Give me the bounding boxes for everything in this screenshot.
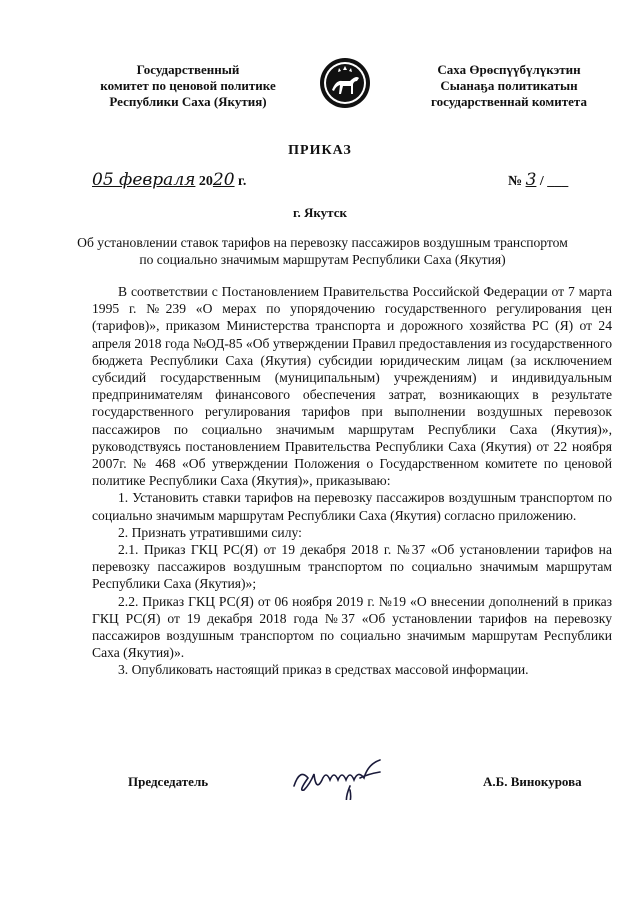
body-item-2-2: 2.2. Приказ ГКЦ РС(Я) от 06 ноября 2019 г. №19 «О внесении дополнений в приказ ГКЦ РС(Я) от 19 декабря 2018 года №37 «Об установлении тарифов на перевозку пассажиров воздушным транспортом по социально значимым маршрутам Республики Саха (Якутия)». bbox=[92, 593, 612, 661]
body-item-2: 2. Признать утратившими силу: bbox=[118, 524, 302, 540]
date-year-prefix: 20 bbox=[198, 174, 213, 189]
header-left-line: комитет по ценовой политике bbox=[100, 78, 276, 93]
body-item-1: 1. Установить ставки тарифов на перевозку пассажиров воздушным транспортом по социально значимым маршрутам Республики Саха (Якутия) согласно приложению. bbox=[92, 490, 612, 523]
number-prefix: № bbox=[508, 174, 523, 189]
document-number bbox=[508, 170, 568, 190]
document-title: ПРИКАЗ bbox=[288, 143, 352, 158]
header-left bbox=[88, 62, 288, 110]
number-suffix: / ___ bbox=[539, 174, 569, 189]
header-right-line: Сыанаҕа политикатын bbox=[440, 78, 578, 93]
signature-name: А.Б. Винокурова bbox=[483, 774, 582, 789]
document-body bbox=[92, 283, 612, 679]
handwritten-signature-icon bbox=[288, 752, 406, 800]
date-handwritten: 05 февраля bbox=[92, 170, 196, 190]
body-item-2-1: 2.1. Приказ ГКЦ РС(Я) от 19 декабря 2018 г. №37 «Об установлении тарифов на перевозку пассажиров воздушным транспортом по социально значимым маршрутам Республики Саха (Якутия)»; bbox=[92, 542, 612, 592]
header-right bbox=[398, 62, 620, 110]
number-value: 3 bbox=[525, 170, 537, 190]
body-item-3: 3. Опубликовать настоящий приказ в средствах массовой информации. bbox=[118, 662, 529, 678]
document-subject: Об установлении ставок тарифов на перевозку пассажиров воздушным транспортом по социально значимым маршрутам Республики Саха (Якутия) bbox=[77, 235, 568, 267]
body-intro: В соответствии с Постановлением Правительства Российской Федерации от 7 марта 1995 г. №239 «О мерах по упорядочению государственного регулирования цен (тарифов)», приказом Министерства транспорта и дорожного хозяйства РС (Я) от 24 апреля 2018 года №ОД-85 «Об утверждении Правил предоставления из государственного бюджета Республики Саха (Якутия) субсидии юридическим лицам (за исключением субсидий государственным (муниципальным) учреждениям) и индивидуальным предпринимателям финансового обеспечения затрат, возникающих в результате государственного регулирования тарифов при выполнении воздушных перевозок пассажиров по социально значимым маршрутам Республики Саха (Якутия)», руководствуясь постановлением Правительства Республики Саха (Якутия) от 22 ноября 2007г. № 468 «Об утверждении Положения о Государственном комитете по ценовой политике Республики Саха (Якутия)», приказываю: bbox=[92, 284, 612, 489]
document-city: г. Якутск bbox=[293, 205, 347, 220]
header-right-line: государственнай комитета bbox=[431, 94, 587, 109]
emblem-icon bbox=[318, 54, 372, 112]
date-year-handwritten: 20 bbox=[212, 170, 235, 190]
header-left-line: Республики Саха (Якутия) bbox=[109, 94, 267, 109]
signature-title: Председатель bbox=[128, 774, 209, 789]
date-suffix: г. bbox=[238, 174, 247, 189]
header-left-line: Государственный bbox=[136, 62, 240, 77]
header-right-line: Саха Өрөспүүбүлүкэтин bbox=[437, 62, 581, 77]
document-date bbox=[92, 170, 246, 190]
